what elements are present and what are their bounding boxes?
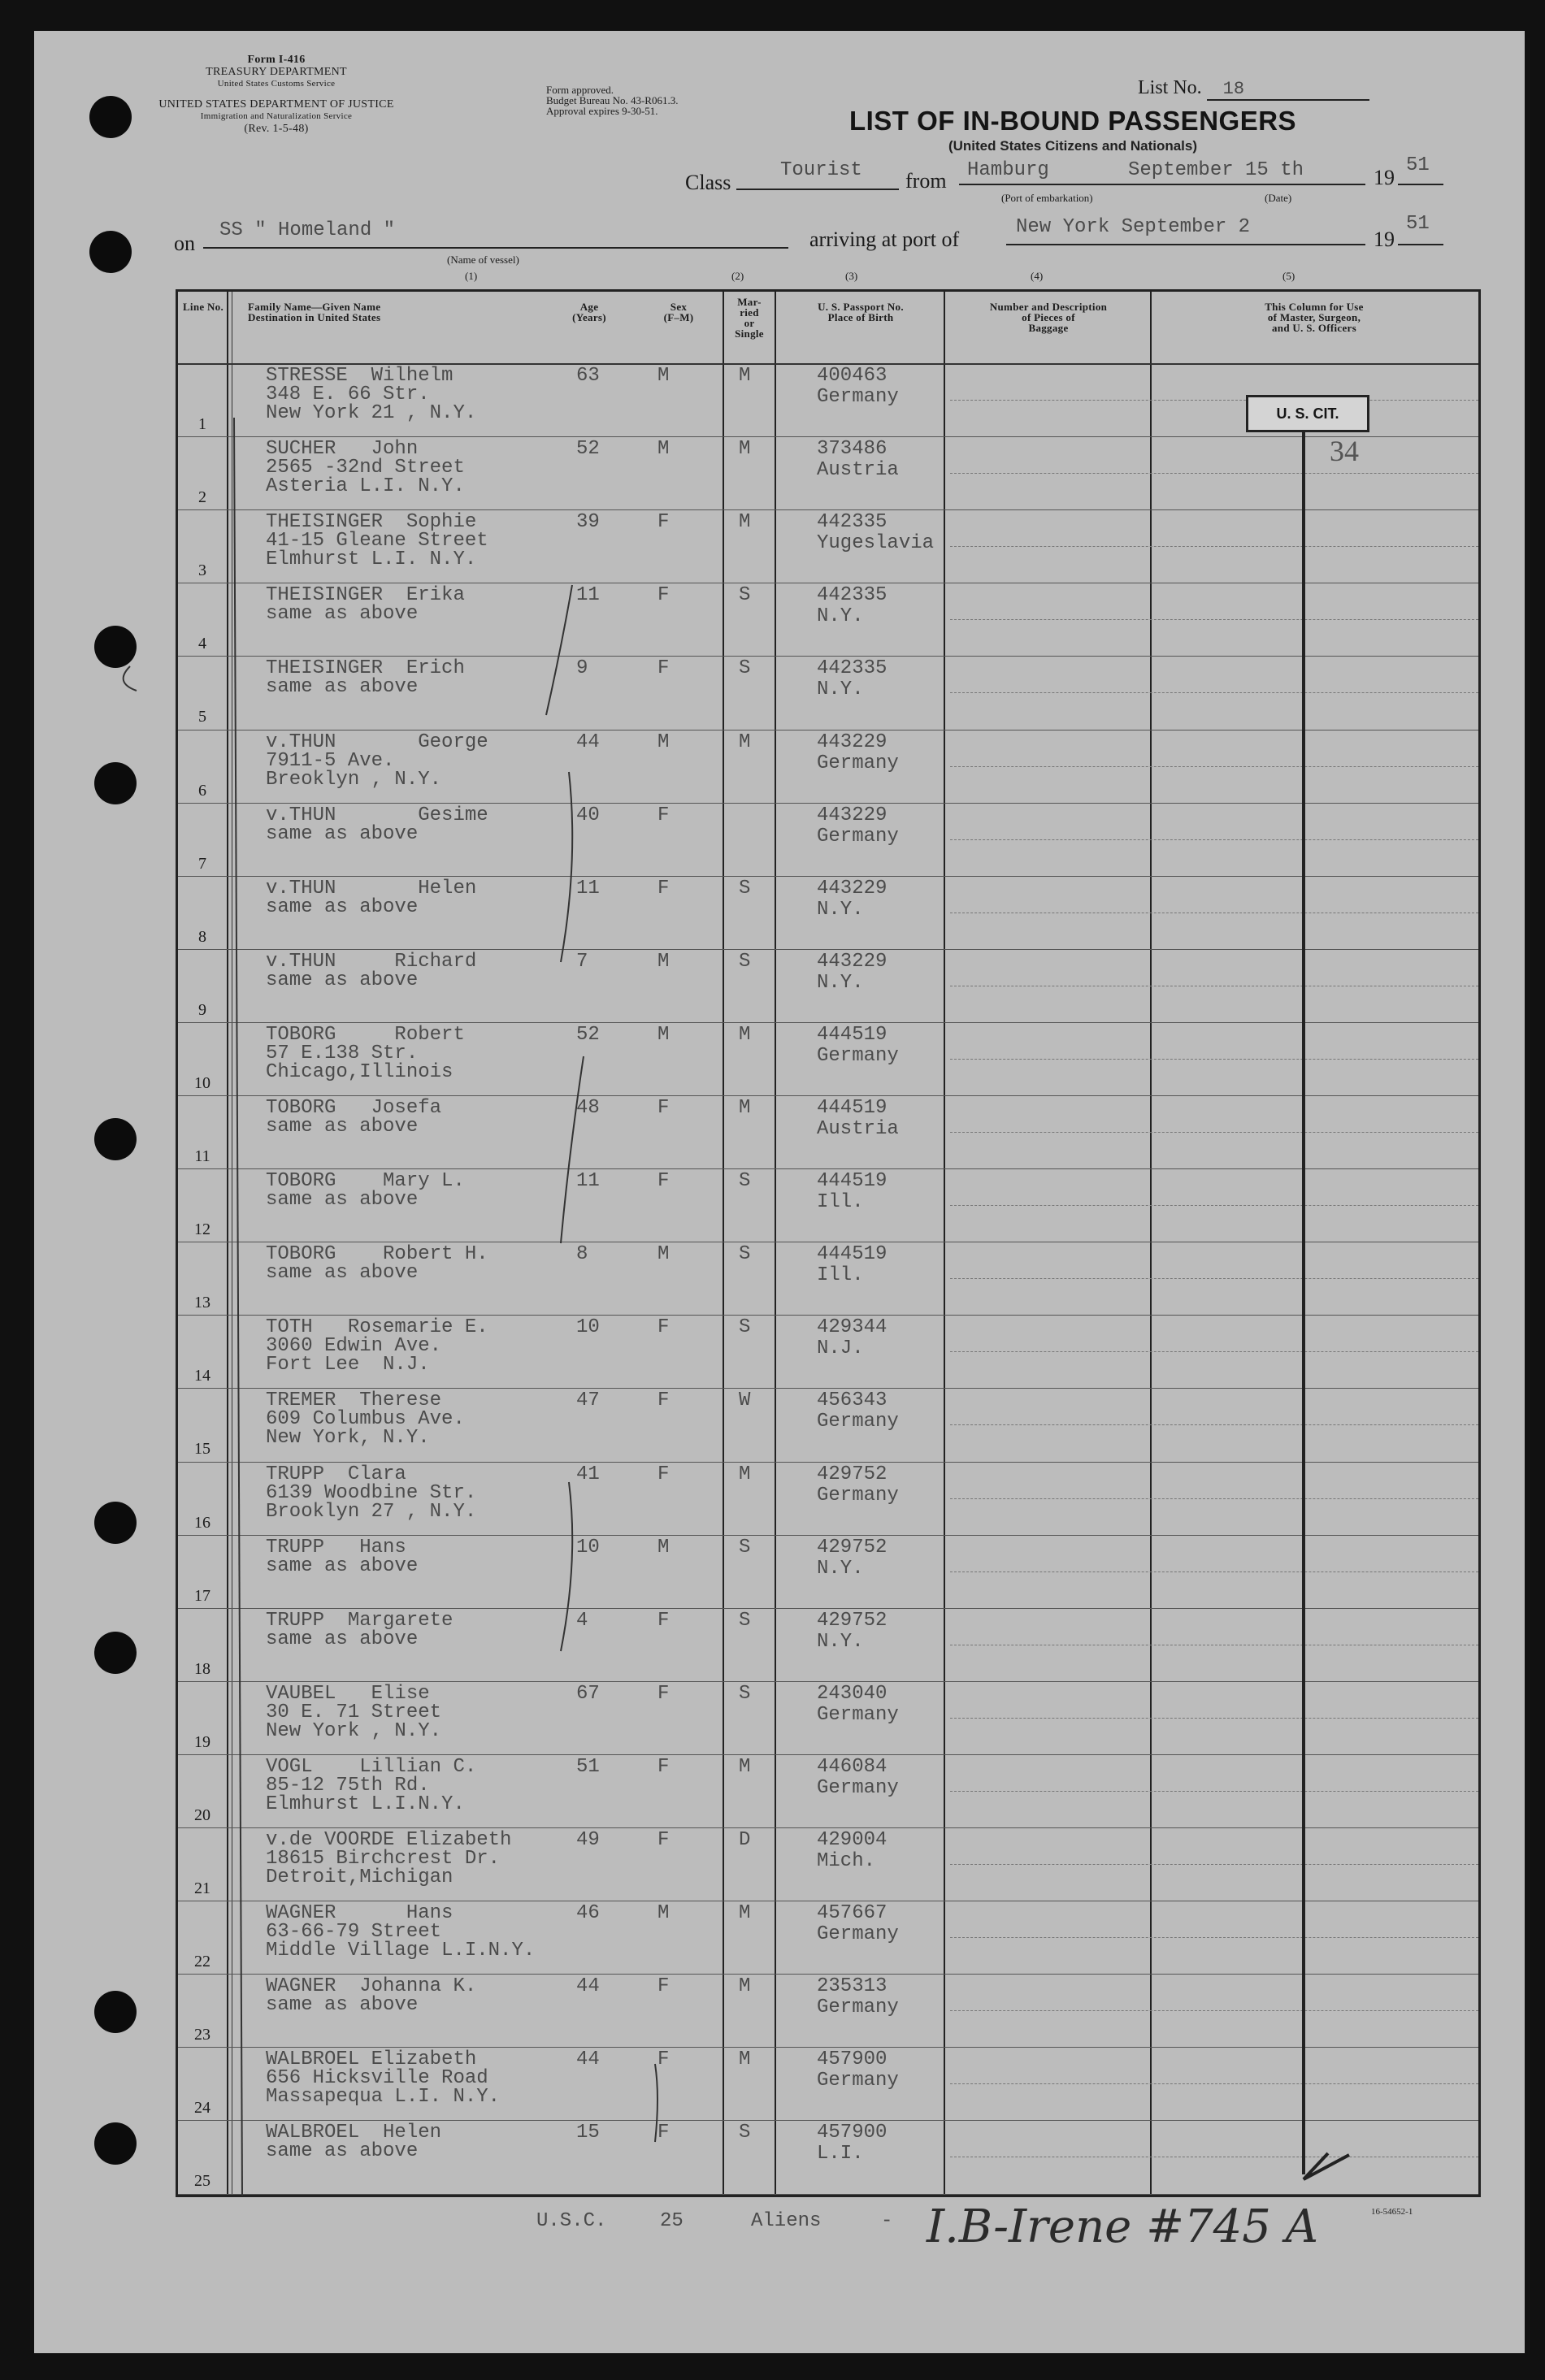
- line-number: 5: [198, 708, 206, 726]
- age: 10: [576, 1536, 600, 1558]
- place-of-birth: Yugeslavia: [817, 532, 935, 555]
- line-number: 13: [194, 1294, 210, 1312]
- sex: M: [657, 1243, 670, 1266]
- passport-number: 443229: [817, 877, 888, 900]
- age: 52: [576, 438, 600, 461]
- passenger-name: STRESSE Wilhelm: [266, 365, 454, 387]
- form-number: Form I-416: [247, 54, 306, 66]
- age: 11: [576, 877, 600, 900]
- passenger-name: v.de VOORDE Elizabeth: [266, 1829, 512, 1851]
- passport-number: 373486: [817, 438, 888, 461]
- col-num-3: (3): [845, 270, 858, 282]
- passenger-name: THEISINGER Sophie: [266, 511, 477, 534]
- sex: M: [657, 365, 670, 387]
- address-line-1: same as above: [266, 822, 419, 845]
- sex: F: [657, 1463, 670, 1485]
- approval-line: Form approved.: [546, 84, 614, 96]
- sex: F: [657, 877, 670, 900]
- line-number: 12: [194, 1220, 210, 1239]
- port-of-embarkation: Hamburg: [967, 159, 1049, 181]
- address-line-2: New York, N.Y.: [266, 1427, 430, 1450]
- page-subtitle: (United States Citizens and Nationals): [948, 138, 1198, 154]
- col-header-name: Family Name—Given Name Destination in United States: [248, 301, 381, 323]
- place-of-birth: Mich.: [817, 1850, 876, 1872]
- line-number: 17: [194, 1586, 210, 1605]
- age: 51: [576, 1755, 600, 1778]
- age: 10: [576, 1316, 600, 1339]
- passenger-name: TREMER Therese: [266, 1389, 442, 1412]
- port-caption: (Port of embarkation): [1001, 192, 1093, 204]
- place-of-birth: N.Y.: [817, 1630, 864, 1653]
- passenger-name: v.THUN George: [266, 730, 488, 753]
- address-line-2: Middle Village L.I.N.Y.: [266, 1940, 536, 1962]
- place-of-birth: N.Y.: [817, 971, 864, 994]
- marital-status: S: [739, 1609, 751, 1632]
- passport-number: 443229: [817, 804, 888, 826]
- age: 11: [576, 1170, 600, 1193]
- aliens-label: Aliens: [751, 2210, 822, 2232]
- usc-label: U.S.C.: [536, 2210, 607, 2232]
- passenger-name: VAUBEL Elise: [266, 1682, 430, 1705]
- sex: F: [657, 2122, 670, 2144]
- passenger-name: WAGNER Johanna K.: [266, 1975, 477, 1998]
- sex: F: [657, 1316, 670, 1339]
- line-number: 21: [194, 1879, 210, 1898]
- age: 47: [576, 1389, 600, 1412]
- line-number: 18: [194, 1659, 210, 1678]
- address-line-1: 609 Columbus Ave.: [266, 1408, 465, 1431]
- age: 48: [576, 1097, 600, 1119]
- age: 52: [576, 1023, 600, 1046]
- passenger-name: TOBORG Mary L.: [266, 1170, 465, 1193]
- marital-status: S: [739, 1316, 751, 1339]
- age: 44: [576, 730, 600, 753]
- sex: M: [657, 1902, 670, 1925]
- address-line-1: same as above: [266, 1628, 419, 1650]
- address-line-2: Massapequa L.I. N.Y.: [266, 2086, 501, 2109]
- passport-number: 442335: [817, 584, 888, 607]
- passport-number: 442335: [817, 657, 888, 680]
- sex: F: [657, 657, 670, 680]
- passport-number: 400463: [817, 365, 888, 387]
- place-of-birth: Germany: [817, 386, 899, 408]
- vessel-col-num: (1): [465, 270, 478, 282]
- print-id: 16-54652-1: [1371, 2207, 1413, 2217]
- marital-status: S: [739, 950, 751, 973]
- passenger-name: SUCHER John: [266, 438, 419, 461]
- passenger-name: v.THUN Helen: [266, 877, 477, 900]
- marital-status: M: [739, 1463, 751, 1485]
- place-of-birth: L.I.: [817, 2143, 864, 2165]
- approval-line: Budget Bureau No. 43-R061.3.: [546, 94, 679, 106]
- passenger-name: VOGL Lillian C.: [266, 1755, 477, 1778]
- address-line-2: Breoklyn , N.Y.: [266, 768, 442, 791]
- marital-status: S: [739, 1536, 751, 1558]
- address-line-2: Fort Lee N.J.: [266, 1354, 430, 1376]
- line-number: 16: [194, 1513, 210, 1532]
- address-line-1: 57 E.138 Str.: [266, 1042, 419, 1064]
- col-header-married: Mar- ried or Single: [735, 296, 764, 340]
- address-line-1: 348 E. 66 Str.: [266, 384, 430, 405]
- marital-status: M: [739, 1023, 751, 1046]
- passport-number: 429752: [817, 1609, 888, 1632]
- marital-status: M: [739, 438, 751, 461]
- address-line-1: 656 Hicksville Road: [266, 2067, 488, 2090]
- approval-line: Approval expires 9-30-51.: [546, 105, 658, 117]
- address-line-1: 3060 Edwin Ave.: [266, 1335, 442, 1358]
- place-of-birth: Germany: [817, 2070, 899, 2092]
- line-number: 2: [198, 488, 206, 507]
- age: 40: [576, 804, 600, 826]
- line-number: 15: [194, 1440, 210, 1459]
- address-line-1: 6139 Woodbine Str.: [266, 1481, 477, 1504]
- col-header-baggage: Number and Description of Pieces of Baggage: [989, 301, 1108, 334]
- passport-number: 243040: [817, 1682, 888, 1705]
- line-number: 24: [194, 2099, 210, 2118]
- address-line-2: Asteria L.I. N.Y.: [266, 475, 465, 498]
- col-header-passport: U. S. Passport No. Place of Birth: [818, 301, 904, 323]
- sex: F: [657, 1755, 670, 1778]
- passport-number: 429752: [817, 1463, 888, 1485]
- line-number: 7: [198, 854, 206, 873]
- passenger-name: TRUPP Margarete: [266, 1609, 454, 1632]
- place-of-birth: N.Y.: [817, 898, 864, 921]
- sex: F: [657, 584, 670, 607]
- line-number: 10: [194, 1073, 210, 1092]
- address-line-2: Elmhurst L.I.N.Y.: [266, 1793, 465, 1815]
- line-number: 25: [194, 2172, 210, 2191]
- line-number: 22: [194, 1953, 210, 1971]
- passenger-name: THEISINGER Erich: [266, 657, 465, 680]
- year-value: 51: [1406, 154, 1430, 176]
- place-of-birth: N.Y.: [817, 678, 864, 701]
- place-of-birth: Ill.: [817, 1191, 864, 1214]
- place-of-birth: Germany: [817, 1923, 899, 1946]
- marital-status: S: [739, 1170, 751, 1193]
- marital-status: M: [739, 1975, 751, 1998]
- passport-number: 429344: [817, 1316, 888, 1339]
- address-line-1: 2565 -32nd Street: [266, 457, 465, 479]
- passport-number: 444519: [817, 1170, 888, 1193]
- passport-number: 446084: [817, 1755, 888, 1778]
- passenger-name: WAGNER Hans: [266, 1902, 454, 1925]
- place-of-birth: Germany: [817, 825, 899, 848]
- sex: M: [657, 730, 670, 753]
- line-number: 14: [194, 1367, 210, 1385]
- age: 4: [576, 1609, 588, 1632]
- passenger-name: TOBORG Josefa: [266, 1097, 442, 1119]
- col-header-officers: This Column for Use of Master, Surgeon, and U. S. Officers: [1265, 301, 1364, 334]
- age: 44: [576, 2048, 600, 2071]
- address-line-1: 41-15 Gleane Street: [266, 530, 488, 553]
- marital-status: M: [739, 2048, 751, 2071]
- age: 15: [576, 2122, 600, 2144]
- age: 41: [576, 1463, 600, 1485]
- list-no-value: 18: [1222, 79, 1245, 99]
- address-line-1: same as above: [266, 1116, 419, 1138]
- marital-status: M: [739, 365, 751, 387]
- address-line-1: same as above: [266, 1554, 419, 1577]
- line-number: 19: [194, 1732, 210, 1751]
- address-line-1: same as above: [266, 603, 419, 626]
- sex: F: [657, 804, 670, 826]
- place-of-birth: Austria: [817, 459, 899, 482]
- age: 46: [576, 1902, 600, 1925]
- marital-status: S: [739, 877, 751, 900]
- passport-number: 456343: [817, 1389, 888, 1412]
- sex: M: [657, 950, 670, 973]
- date-caption: (Date): [1265, 192, 1292, 204]
- address-line-2: Detroit,Michigan: [266, 1866, 454, 1888]
- passport-number: 444519: [817, 1243, 888, 1266]
- aliens-dash: -: [881, 2210, 893, 2232]
- justice-dept: UNITED STATES DEPARTMENT OF JUSTICE: [158, 98, 394, 111]
- passport-number: 444519: [817, 1023, 888, 1046]
- passenger-name: TRUPP Hans: [266, 1536, 406, 1558]
- passport-number: 443229: [817, 730, 888, 753]
- address-line-1: 18615 Birchcrest Dr.: [266, 1848, 501, 1870]
- address-line-2: Brooklyn 27 , N.Y.: [266, 1500, 477, 1523]
- col-header-sex: Sex (F–M): [663, 301, 694, 323]
- year-value-2: 51: [1406, 213, 1430, 235]
- passenger-name: TOTH Rosemarie E.: [266, 1316, 488, 1339]
- col-header-age: Age (Years): [572, 301, 606, 323]
- passenger-name: WALBROEL Elizabeth: [266, 2048, 477, 2071]
- revision: (Rev. 1-5-48): [244, 123, 309, 135]
- address-line-2: Chicago,Illinois: [266, 1060, 454, 1083]
- line-number: 6: [198, 781, 206, 800]
- class-value: Tourist: [780, 159, 862, 181]
- address-line-1: same as above: [266, 2140, 419, 2163]
- class-label: Class: [685, 171, 731, 194]
- passport-number: 429752: [817, 1536, 888, 1558]
- age: 11: [576, 584, 600, 607]
- place-of-birth: Germany: [817, 1776, 899, 1799]
- marital-status: M: [739, 1755, 751, 1778]
- line-number: 8: [198, 927, 206, 946]
- marital-status: S: [739, 1243, 751, 1266]
- sex: F: [657, 1829, 670, 1851]
- sex: F: [657, 2048, 670, 2071]
- customs-service: United States Customs Service: [217, 79, 336, 89]
- place-of-birth: Germany: [817, 1044, 899, 1067]
- col-num-4: (4): [1031, 270, 1044, 282]
- address-line-1: 85-12 75th Rd.: [266, 1774, 430, 1797]
- line-number: 4: [198, 635, 206, 653]
- place-of-birth: Austria: [817, 1118, 899, 1140]
- year-prefix: 19: [1374, 166, 1395, 189]
- citizen-count: 34: [1330, 435, 1359, 467]
- line-number: 9: [198, 1000, 206, 1019]
- address-line-1: same as above: [266, 895, 419, 918]
- marital-status: D: [739, 1829, 751, 1851]
- address-line-1: same as above: [266, 676, 419, 699]
- marital-status: M: [739, 1097, 751, 1119]
- passport-number: 442335: [817, 511, 888, 534]
- passport-number: 457667: [817, 1902, 888, 1925]
- vessel-caption: (Name of vessel): [447, 254, 519, 266]
- age: 39: [576, 511, 600, 534]
- ins-service: Immigration and Naturalization Service: [200, 111, 353, 121]
- place-of-birth: Germany: [817, 1411, 899, 1433]
- sex: F: [657, 1389, 670, 1412]
- passenger-name: THEISINGER Erika: [266, 584, 465, 607]
- place-of-birth: N.J.: [817, 1337, 864, 1360]
- marital-status: M: [739, 730, 751, 753]
- age: 9: [576, 657, 588, 680]
- passport-number: 443229: [817, 950, 888, 973]
- passport-number: 429004: [817, 1829, 888, 1851]
- year-prefix-2: 19: [1374, 228, 1395, 251]
- address-line-2: New York , N.Y.: [266, 1719, 442, 1742]
- sex: M: [657, 1536, 670, 1558]
- place-of-birth: Germany: [817, 1996, 899, 2019]
- place-of-birth: Germany: [817, 1484, 899, 1506]
- marital-status: M: [739, 511, 751, 534]
- passenger-name: v.THUN Richard: [266, 950, 477, 973]
- marital-status: S: [739, 1682, 751, 1705]
- col-num-2: (2): [731, 270, 744, 282]
- col-header-line: Line No.: [182, 301, 224, 313]
- age: 8: [576, 1243, 588, 1266]
- place-of-birth: N.Y.: [817, 1557, 864, 1580]
- passenger-name: TRUPP Clara: [266, 1463, 406, 1485]
- address-line-2: Elmhurst L.I. N.Y.: [266, 548, 477, 571]
- marital-status: W: [739, 1389, 751, 1412]
- passenger-name: WALBROEL Helen: [266, 2122, 442, 2144]
- place-of-birth: Germany: [817, 752, 899, 774]
- treasury-dept: TREASURY DEPARTMENT: [206, 66, 347, 78]
- address-line-1: same as above: [266, 1262, 419, 1285]
- col-num-5: (5): [1282, 270, 1295, 282]
- place-of-birth: Germany: [817, 1703, 899, 1726]
- arrival-port: New York September 2: [1016, 216, 1251, 238]
- departure-date: September 15 th: [1128, 159, 1304, 181]
- age: 44: [576, 1975, 600, 1998]
- marital-status: S: [739, 584, 751, 607]
- passport-number: 235313: [817, 1975, 888, 1998]
- address-line-1: same as above: [266, 969, 419, 991]
- place-of-birth: N.Y.: [817, 605, 864, 628]
- on-label: on: [174, 232, 195, 255]
- passenger-name: TOBORG Robert H.: [266, 1243, 488, 1266]
- line-number: 3: [198, 561, 206, 580]
- sex: F: [657, 1170, 670, 1193]
- sex: F: [657, 1097, 670, 1119]
- line-number: 1: [198, 415, 206, 434]
- marital-status: S: [739, 657, 751, 680]
- page-title: LIST OF IN-BOUND PASSENGERS: [848, 106, 1297, 136]
- line-number: 11: [194, 1147, 210, 1166]
- passport-number: 457900: [817, 2122, 888, 2144]
- address-line-2: New York 21 , N.Y.: [266, 402, 477, 424]
- sex: F: [657, 1609, 670, 1632]
- us-citizen-stamp: U. S. CIT.: [1246, 395, 1369, 432]
- marital-status: S: [739, 2122, 751, 2144]
- sex: M: [657, 438, 670, 461]
- passenger-name: TOBORG Robert: [266, 1023, 465, 1046]
- passport-number: 444519: [817, 1097, 888, 1119]
- sex: F: [657, 1682, 670, 1705]
- line-number: 23: [194, 2026, 210, 2044]
- line-number: 20: [194, 1806, 210, 1824]
- age: 7: [576, 950, 588, 973]
- age: 49: [576, 1829, 600, 1851]
- place-of-birth: Ill.: [817, 1264, 864, 1287]
- passport-number: 457900: [817, 2048, 888, 2071]
- address-line-1: 7911-5 Ave.: [266, 749, 395, 772]
- vessel-name: SS " Homeland ": [219, 219, 396, 241]
- age: 67: [576, 1682, 600, 1705]
- marital-status: M: [739, 1902, 751, 1925]
- age: 63: [576, 365, 600, 387]
- address-line-1: 63-66-79 Street: [266, 1921, 442, 1944]
- usc-count: 25: [660, 2210, 684, 2232]
- list-no-label: List No.: [1138, 77, 1202, 98]
- handwritten-note: I.B-Irene #745 A: [927, 2200, 1319, 2253]
- sex: F: [657, 511, 670, 534]
- address-line-1: same as above: [266, 1189, 419, 1212]
- arriving-label: arriving at port of: [809, 228, 960, 251]
- address-line-1: 30 E. 71 Street: [266, 1701, 442, 1723]
- sex: M: [657, 1023, 670, 1046]
- address-line-1: same as above: [266, 1994, 419, 2017]
- passenger-name: v.THUN Gesime: [266, 804, 488, 826]
- sex: F: [657, 1975, 670, 1998]
- from-label: from: [905, 169, 947, 193]
